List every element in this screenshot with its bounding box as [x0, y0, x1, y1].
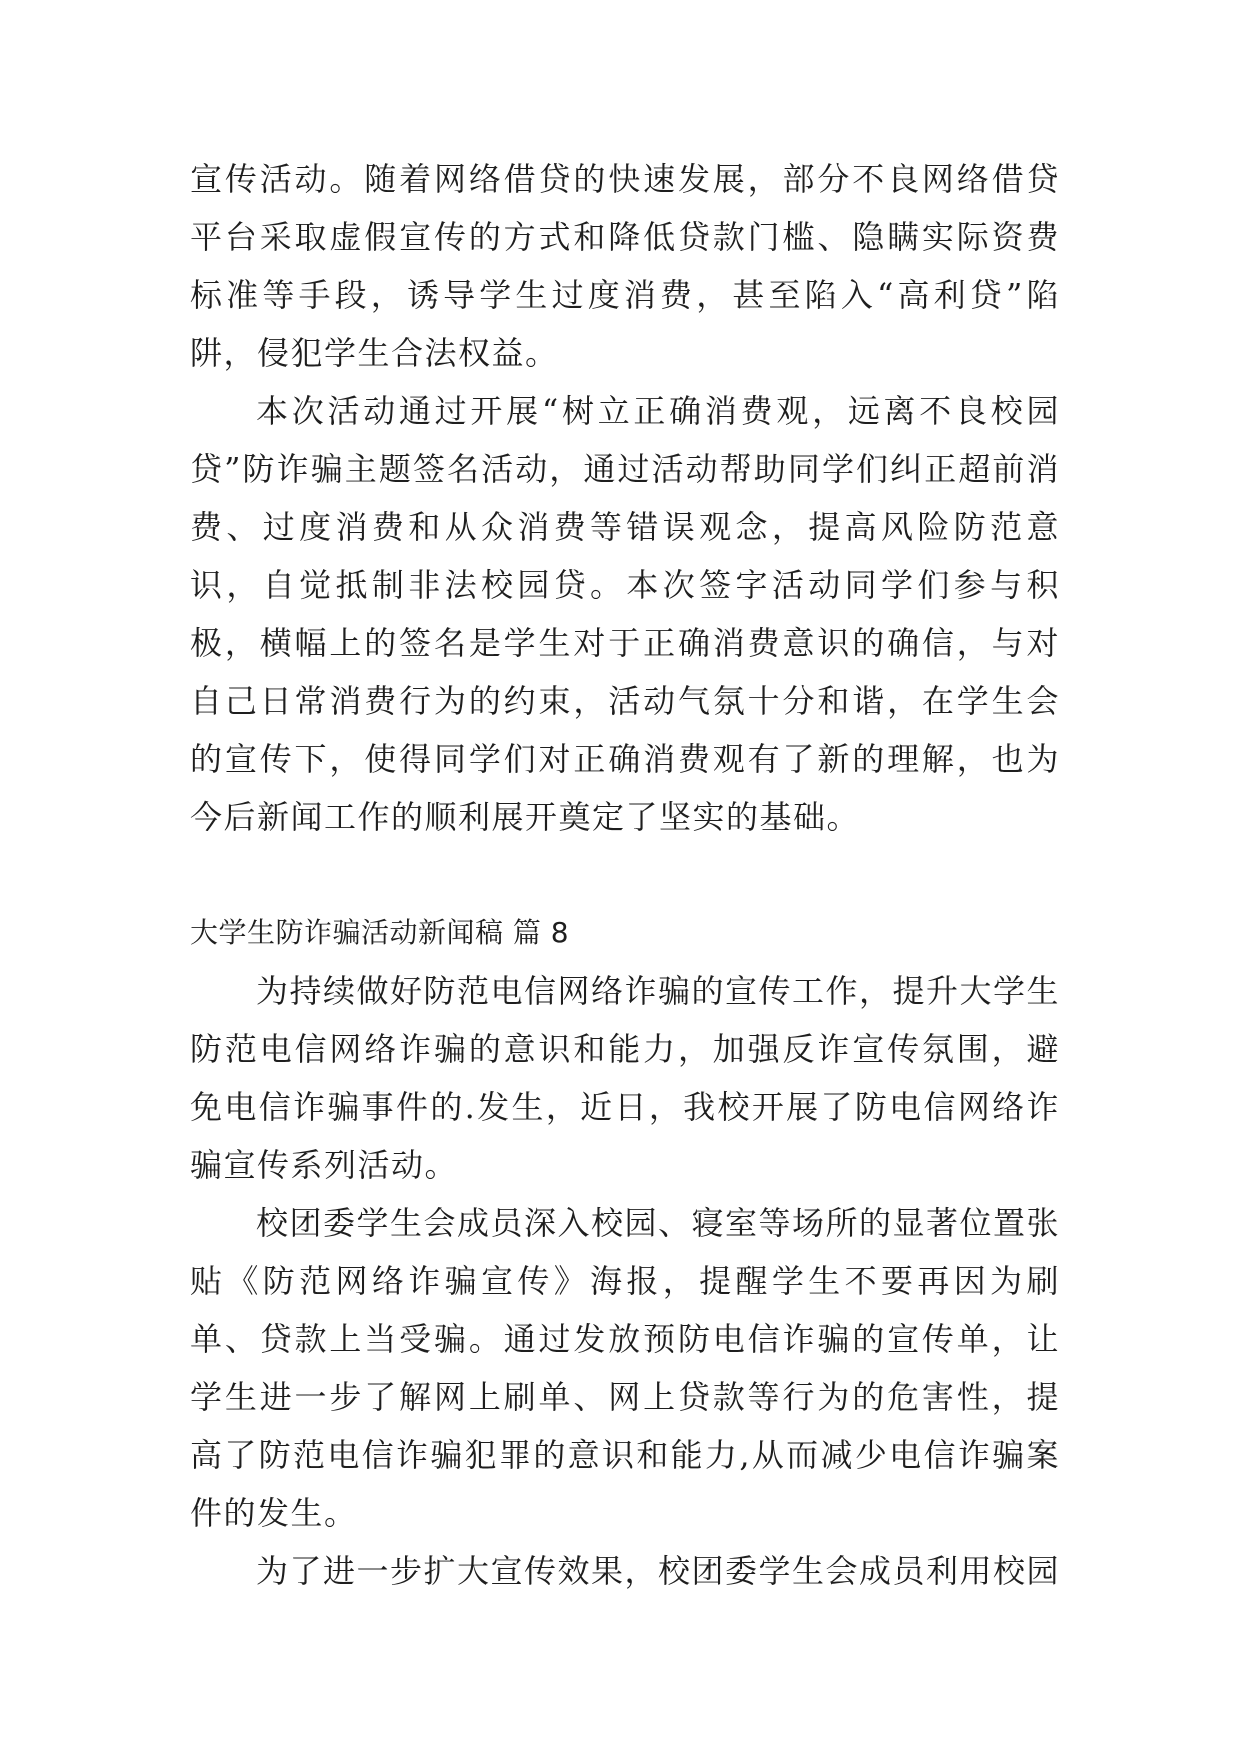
paragraph-2: 本次活动通过开展“树立正确消费观，远离不良校园贷”防诈骗主题签名活动，通过活动帮助同学们纠正超前消费、过度消费和从众消费等错误观念，提高风险防范意识，自觉抵制非法校园贷。本次签字活动同学们参与积极，横幅上的签名是学生对于正确消费意识的确信，与对自己日常消费行为的约束，活动气氛十分和谐，在学生会的宣传下，使得同学们对正确消费观有了新的理解，也为今后新闻工作的顺利展开奠定了坚实的基础。 [190, 392, 1060, 836]
paragraph-1: 宣传活动。随着网络借贷的快速发展，部分不良网络借贷平台采取虚假宣传的方式和降低贷款门槛、隐瞒实际资费标准等手段，诱导学生过度消费，甚至陷入“高利贷”陷阱，侵犯学生合法权益。 [190, 160, 1060, 372]
paragraph-5: 为了进一步扩大宣传效果，校团委学生会成员利用校园 [256, 1552, 1061, 1590]
document-page [190, 150, 1060, 1600]
section-heading: 大学生防诈骗活动新闻稿 篇 8 [190, 916, 570, 949]
paragraph-3: 为持续做好防范电信网络诈骗的宣传工作，提升大学生防范电信网络诈骗的意识和能力，加强反诈宣传氛围，避免电信诈骗事件的.发生，近日，我校开展了防电信网络诈骗宣传系列活动。 [190, 972, 1061, 1184]
paragraph-4: 校团委学生会成员深入校园、寝室等场所的显著位置张贴《防范网络诈骗宣传》海报，提醒学生不要再因为刷单、贷款上当受骗。通过发放预防电信诈骗的宣传单，让学生进一步了解网上刷单、网上贷款等行为的危害性，提高了防范电信诈骗犯罪的意识和能力,从而减少电信诈骗案件的发生。 [190, 1204, 1061, 1532]
section-gap [190, 846, 1060, 904]
